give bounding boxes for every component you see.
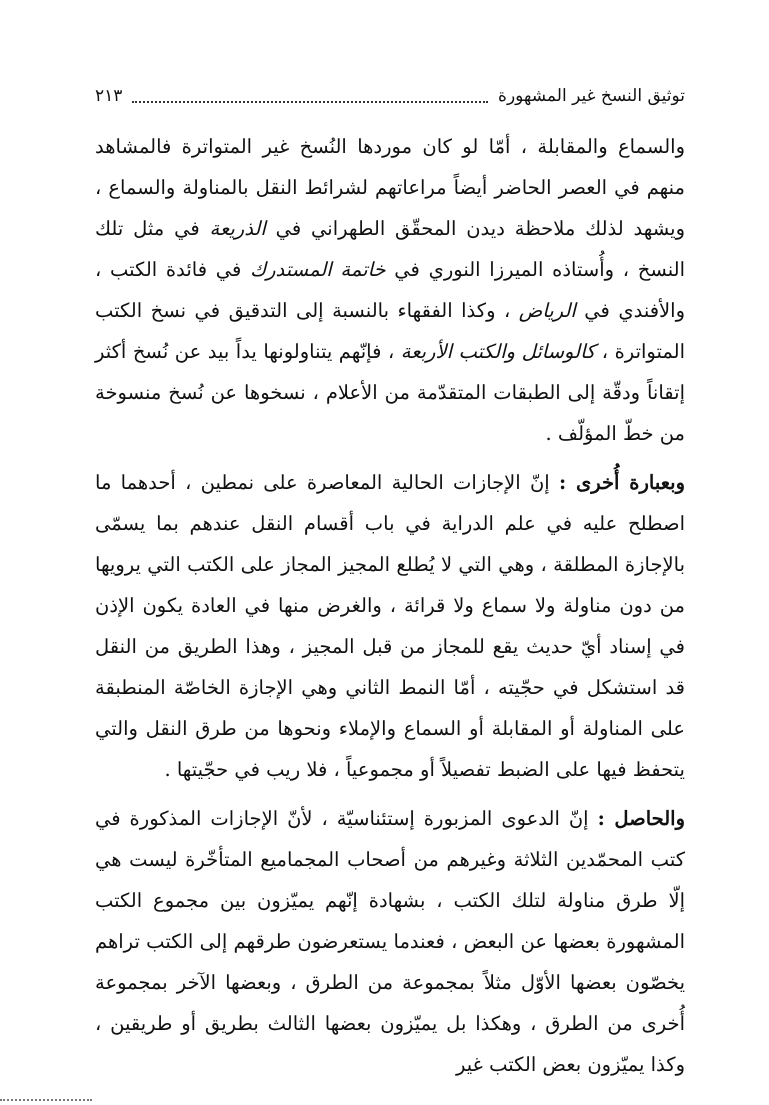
- footnote-separator-line: [0, 1099, 92, 1101]
- paragraph-2: [95, 462, 685, 790]
- text-run: والسماع والمقابلة ، أمّا لو كان موردها النُسخ غير المتواترة فالمشاهد منهم في العصر الحاضر أيضاً مراعاتهم لشرائط النقل بالمناولة والسماع ، ويشهد لذلك ملاحظة ديدن المحقّق الطهراني في: [95, 135, 685, 240]
- text-run: ، فإنّهم يتناولونها يداً بيد عن نُسخ أكثر إتقاناً ودقّة إلى الطبقات المتقدّمة من الأعلام ، نسخوها عن نُسخ منسوخة من خطّ المؤلّف .: [95, 340, 685, 445]
- book-title: كالوسائل والكتب الأربعة: [400, 340, 596, 363]
- page-number: ٢١٣: [95, 86, 123, 106]
- body-text: [95, 126, 685, 1085]
- text-run: إنّ الإجازات الحالية المعاصرة على نمطين ، أحدهما ما اصطلح عليه في علم الدراية في باب أقسام النقل عندهم بما يسمّى بالإجازة المطلقة ، وهي التي لا يُطلع المجيز المجاز على الكتب التي يرويها من دون مناولة ولا سماع ولا قرائة ، والغرض منها في العادة يكون الإذن في إسناد أيّ حديث يقع للمجاز من قبل المجيز ، وهذا الطريق من النقل قد استشكل في حجّيته ، أمّا النمط الثاني وهي الإجازة الخاصّة المنطبقة على المناولة أو المقابلة أو السماع والإملاء ونحوها من طرق النقل والتي يتحفظ فيها على الضبط تفصيلاً أو مجموعياً ، فلا ريب في حجّيتها .: [95, 471, 685, 781]
- running-header-title: توثيق النسخ غير المشهورة: [498, 86, 685, 106]
- paragraph-3: [95, 798, 685, 1085]
- text-run: في مثل تلك النسخ ، وأُستاذه الميرزا النوري في: [95, 217, 685, 281]
- header-leader-dots: [132, 101, 488, 103]
- paragraph-1: [95, 126, 685, 454]
- lead-phrase: وبعبارة أُخرى :: [558, 471, 685, 494]
- text-run: ، وكذا الفقهاء بالنسبة إلى التدقيق في نسخ الكتب المتواترة ،: [95, 299, 686, 363]
- lead-phrase: والحاصل :: [597, 807, 685, 830]
- book-title: الذريعة: [209, 217, 266, 240]
- text-run: في فائدة الكتب ، والأفندي في: [95, 258, 685, 322]
- book-title: خاتمة المستدرك: [250, 258, 386, 281]
- running-header: [95, 76, 685, 116]
- text-run: إنّ الدعوى المزبورة إستئناسيّة ، لأنّ الإجازات المذكورة في كتب المحمّدين الثلاثة وغيرهم من أصحاب المجماميع المتأخّرة ليست هي إلّا طرق مناولة لتلك الكتب ، بشهادة إنّهم يميّزون بين مجموع الكتب المشهورة بعضها عن البعض ، فعندما يستعرضون طرقهم إلى الكتب تراهم يخصّون بعضها الأوّل مثلاً بمجموعة من الطرق ، وبعضها الآخر بمجموعة أُخرى من الطرق ، وهكذا بل يميّزون بعضها الثالث بطريق أو طريقين ، وكذا يميّزون بعض الكتب غير: [95, 807, 685, 1076]
- book-title: الرياض: [518, 299, 576, 322]
